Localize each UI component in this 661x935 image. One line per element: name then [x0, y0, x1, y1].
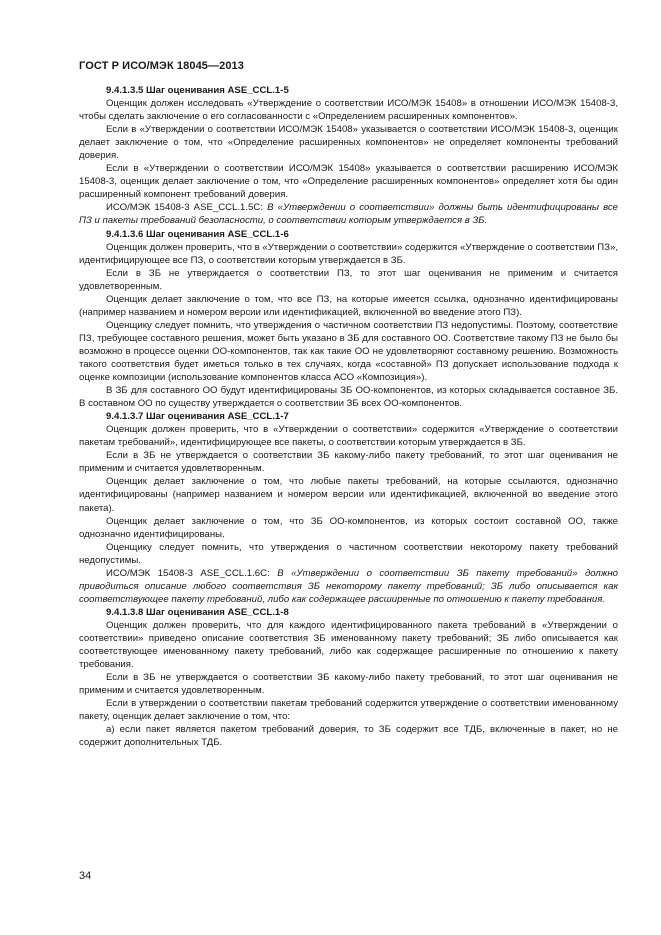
paragraph: Если в «Утверждении о соответствии ИСО/МЭК 15408» указывается о соответствии расширению ИСО/МЭК 15408-3, оценщик делает заключение о том, что «Определение расширенных компонентов» определяет хотя бы один расширенный компонент требований доверия. — [79, 163, 618, 201]
paragraph: Если в ЗБ не утверждается о соответствии ЗБ какому-либо пакету требований, то этот шаг оценивания не применим и считается удовлетворенным. — [79, 672, 618, 697]
paragraph: Оценщик должен проверить, что в «Утверждении о соответствии» содержится «Утверждение о соответствии пакетам требований», идентифицирующее все пакеты, о соответствии которым утверждается в ЗБ. — [79, 424, 618, 449]
page-number: 34 — [79, 870, 92, 882]
paragraph: Если в «Утверждении о соответствии ИСО/МЭК 15408» указывается о соответствии ИСО/МЭК 15408-3, оценщик делает заключение о том, что «Определение расширенных компонентов» не определяет компоненты требований доверия. — [79, 124, 618, 162]
requirement-text: В «Утверждении о соответствии ЗБ пакету требований» должно приводиться описание любого соответствия ЗБ некоторому пакету требований; ЗБ либо описывается как соответствующее пакету требований, либо как содержащее расширенные по отношению к пакету требования. — [79, 567, 618, 605]
requirement-reference: ИСО/МЭК 15408-3 ASE_CCL.1.6C: — [106, 567, 278, 579]
paragraph: Оценщик должен проверить, что в «Утверждении о соответствии» содержится «Утверждение о соответствии ПЗ», идентифицирующее все ПЗ, о соответствии которым утверждается в ЗБ. — [79, 241, 618, 266]
section-heading-9-4-1-3-6: 9.4.1.3.6 Шаг оценивания ASE_CCL.1-6 — [106, 228, 289, 240]
section-heading-9-4-1-3-8: 9.4.1.3.8 Шаг оценивания ASE_CCL.1-8 — [106, 606, 289, 618]
paragraph: Оценщик должен исследовать «Утверждение о соответствии ИСО/МЭК 15408» в отношении ИСО/МЭК 15408-3, чтобы сделать заключение о его согласованности с «Определением расширенных компонентов». — [79, 98, 618, 123]
section-heading-9-4-1-3-7: 9.4.1.3.7 Шаг оценивания ASE_CCL.1-7 — [106, 411, 289, 423]
paragraph: Оценщик делает заключение о том, что любые пакеты требований, на которые ссылаются, однозначно идентифицированы (например названием и номером версии или идентификацией, включенной во введение этого пакета). — [79, 476, 618, 514]
page-content — [79, 84, 618, 749]
paragraph: Оценщик должен проверить, что для каждого идентифицированного пакета требований в «Утверждении о соответствии» приведено описание соответствия ЗБ именованному пакету требований; ЗБ либо описывается как соответствующее именованному пакету требований, либо как содержащее расширенные по отношению к пакету требования. — [79, 619, 618, 671]
paragraph: В ЗБ для составного ОО будут идентифицированы ЗБ ОО-компонентов, из которых складывается составное ЗБ. В составном ОО по существу утверждается о соответствии ЗБ всех ОО-компонентов. — [79, 385, 618, 410]
paragraph: Оценщику следует помнить, что утверждения о частичном соответствии некоторому пакету требований недопустимы. — [79, 541, 618, 566]
requirement-text: В «Утверждении о соответствии» должны быть идентифицированы все ПЗ и пакеты требований безопасности, о соответствии которым утверждается в ЗБ. — [79, 202, 618, 227]
requirement-paragraph — [79, 567, 618, 606]
paragraph: Оценщик делает заключение о том, что все ПЗ, на которые имеется ссылка, однозначно идентифицированы (например названием и номером версии или идентификацией, включенной во введение этого ПЗ). — [79, 293, 618, 318]
section-heading-9-4-1-3-5: 9.4.1.3.5 Шаг оценивания ASE_CCL.1-5 — [106, 85, 289, 96]
standard-header: ГОСТ Р ИСО/МЭК 18045—2013 — [79, 60, 244, 72]
paragraph: Если в ЗБ не утверждается о соответствии ЗБ какому-либо пакету требований, то этот шаг оценивания не применим и считается удовлетворенным. — [79, 450, 618, 475]
paragraph: Если в ЗБ не утверждается о соответствии ПЗ, то этот шаг оценивания не применим и считается удовлетворенным. — [79, 267, 618, 292]
requirement-paragraph — [79, 201, 618, 227]
list-item-a: а) если пакет является пакетом требований доверия, то ЗБ содержит все ТДБ, включенные в пакет, но не содержит дополнительных ТДБ. — [79, 724, 618, 749]
paragraph: Если в утверждении о соответствии пакетам требований содержится утверждение о соответствии именованному пакету, оценщик делает заключение о том, что: — [79, 698, 618, 723]
paragraph: Оценщику следует помнить, что утверждения о частичном соответствии ПЗ недопустимы. Поэтому, соответствие ПЗ, требующее составного решения, может быть указано в ЗБ для составного ОО. Соответствие такому ПЗ не было бы возможно в процессе оценки ОО-компонентов, так как такие ОО не удовлетворяют составному решению. Возможность такого соответствия будет иметься только в тех случаях, когда «составной» ПЗ допускает использование подхода к оценке композиции (использование компонентов класса АСО «Композиция»). — [79, 319, 618, 384]
paragraph: Оценщик делает заключение о том, что ЗБ ОО-компонентов, из которых состоит составной ОО, также однозначно идентифицированы. — [79, 515, 618, 540]
requirement-reference: ИСО/МЭК 15408-3 ASE_CCL.1.5C: — [106, 202, 268, 214]
